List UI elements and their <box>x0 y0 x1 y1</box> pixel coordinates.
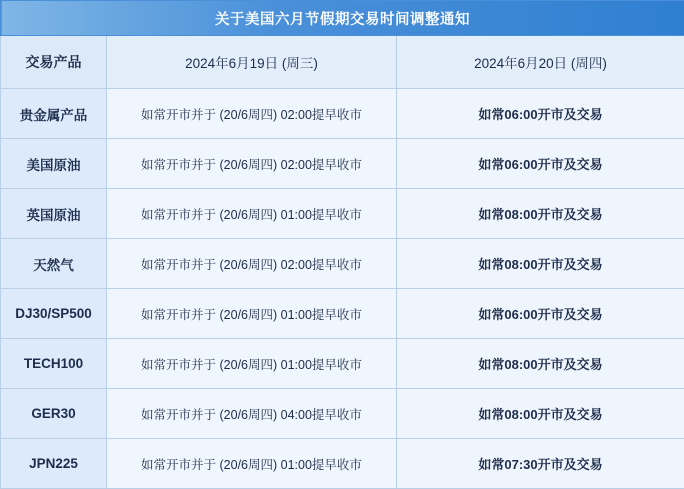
row-day2-value: 如常07:30开市及交易 <box>397 439 684 489</box>
row-product-label: 贵金属产品 <box>1 89 107 139</box>
table-row <box>1 389 684 439</box>
notice-title: 关于美国六月节假期交易时间调整通知 <box>1 1 684 36</box>
table-header-row <box>1 36 684 89</box>
row-day1-value: 如常开市并于 (20/6周四) 01:00提早收市 <box>107 339 397 389</box>
table-row <box>1 89 684 139</box>
row-day1-value: 如常开市并于 (20/6周四) 01:00提早收市 <box>107 189 397 239</box>
row-day1-value: 如常开市并于 (20/6周四) 02:00提早收市 <box>107 89 397 139</box>
row-day2-value: 如常06:00开市及交易 <box>397 89 684 139</box>
row-product-label: JPN225 <box>1 439 107 489</box>
row-day2-value: 如常08:00开市及交易 <box>397 239 684 289</box>
row-product-label: DJ30/SP500 <box>1 289 107 339</box>
notice-title-row <box>1 1 684 36</box>
row-day2-value: 如常06:00开市及交易 <box>397 139 684 189</box>
row-day1-value: 如常开市并于 (20/6周四) 04:00提早收市 <box>107 389 397 439</box>
row-product-label: 天然气 <box>1 239 107 289</box>
table-row <box>1 239 684 289</box>
header-date-june20: 2024年6月20日 (周四) <box>397 36 684 89</box>
table-row <box>1 139 684 189</box>
row-day2-value: 如常06:00开市及交易 <box>397 289 684 339</box>
header-product: 交易产品 <box>1 36 107 89</box>
table-row <box>1 289 684 339</box>
row-product-label: GER30 <box>1 389 107 439</box>
row-day1-value: 如常开市并于 (20/6周四) 01:00提早收市 <box>107 439 397 489</box>
row-product-label: TECH100 <box>1 339 107 389</box>
row-day1-value: 如常开市并于 (20/6周四) 01:00提早收市 <box>107 289 397 339</box>
table-row <box>1 339 684 389</box>
row-product-label: 英国原油 <box>1 189 107 239</box>
table-row <box>1 189 684 239</box>
row-day2-value: 如常08:00开市及交易 <box>397 389 684 439</box>
row-product-label: 美国原油 <box>1 139 107 189</box>
row-day1-value: 如常开市并于 (20/6周四) 02:00提早收市 <box>107 139 397 189</box>
table-row <box>1 439 684 489</box>
header-date-june19: 2024年6月19日 (周三) <box>107 36 397 89</box>
row-day2-value: 如常08:00开市及交易 <box>397 339 684 389</box>
row-day1-value: 如常开市并于 (20/6周四) 02:00提早收市 <box>107 239 397 289</box>
row-day2-value: 如常08:00开市及交易 <box>397 189 684 239</box>
